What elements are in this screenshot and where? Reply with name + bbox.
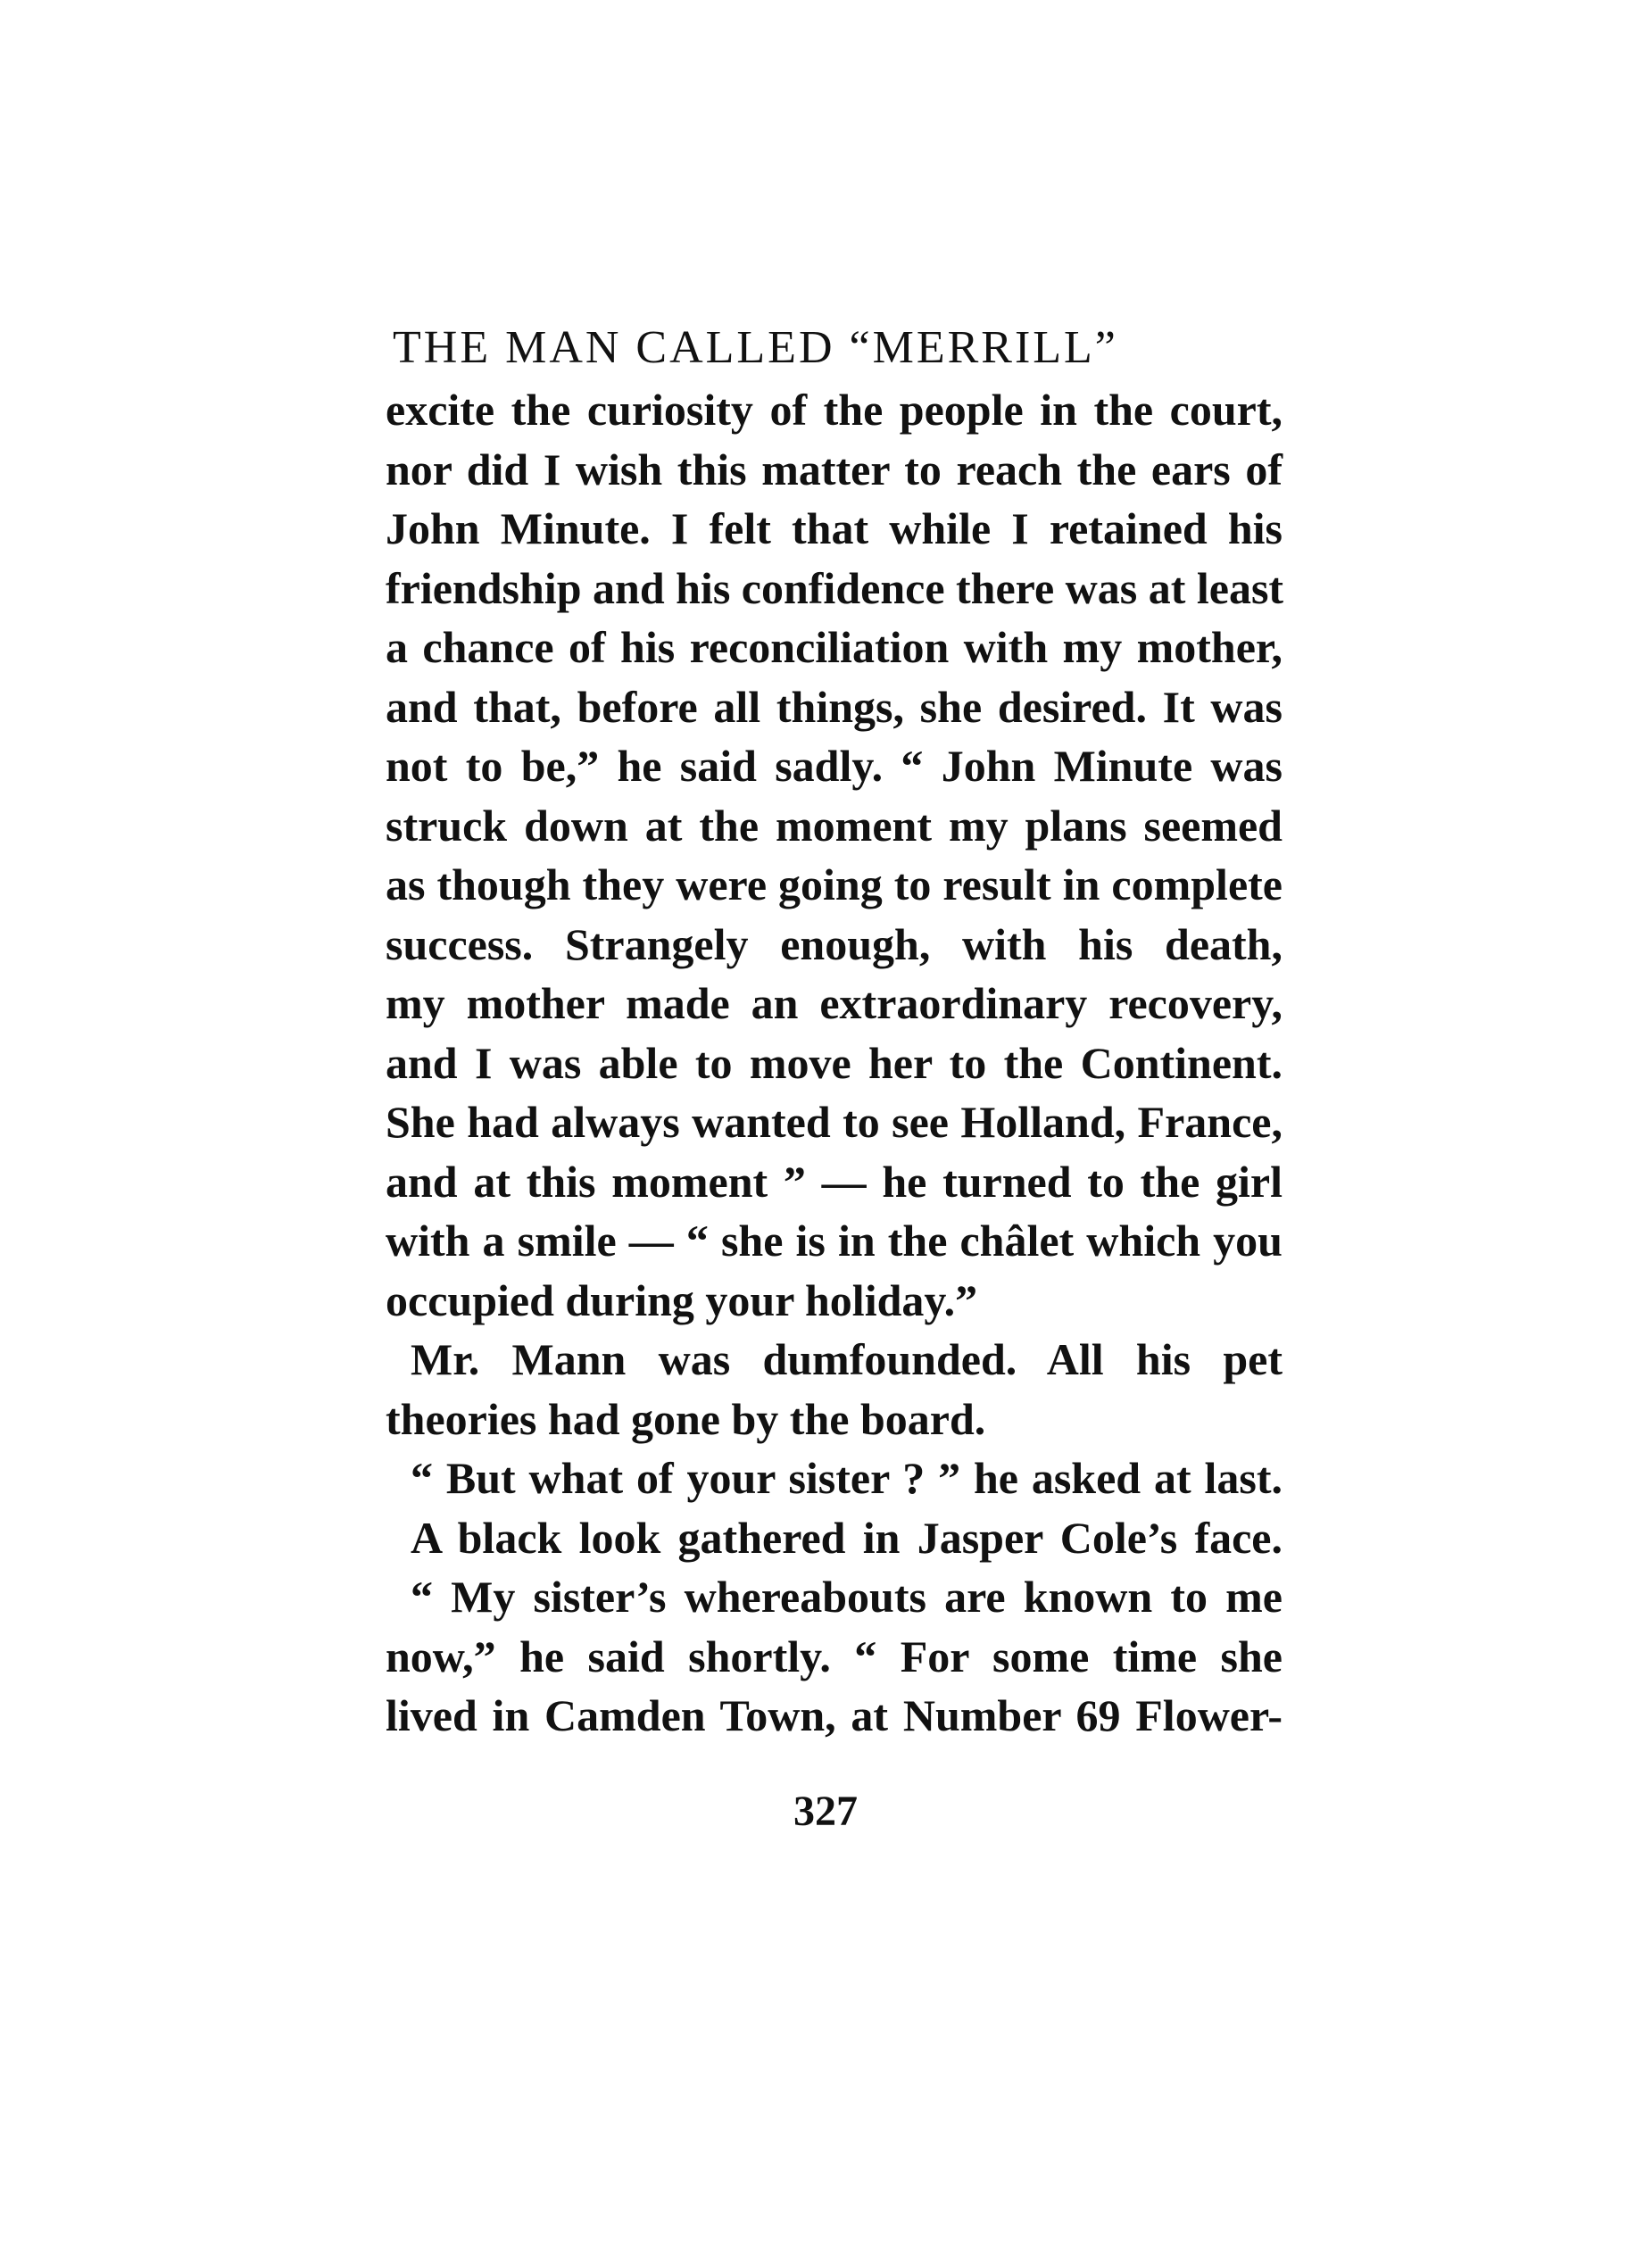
text-line: theories had gone by the board. (386, 1393, 986, 1444)
text-line: friendship and his confidence there was at least (386, 562, 1284, 613)
text-line: and I was able to move her to the Continent. (386, 1037, 1283, 1088)
text-line: and at this moment ” — he turned to the girl (386, 1156, 1283, 1207)
text-line: occupied during your holiday.” (386, 1274, 978, 1325)
text-line: John Minute. I felt that while I retained his (386, 503, 1283, 553)
text-line: “ My sister’s whereabouts are known to me (411, 1572, 1283, 1622)
text-line: struck down at the moment my plans seemed (386, 800, 1283, 851)
text-line: now,” he said shortly. “ For some time she (386, 1631, 1283, 1681)
text-line: lived in Camden Town, at Number 69 Flower- (386, 1690, 1283, 1740)
text-line: nor did I wish this matter to reach the ears of (386, 444, 1283, 494)
text-line: Mr. Mann was dumfounded. All his pet (411, 1334, 1283, 1384)
text-line: “ But what of your sister ? ” he asked at last. (411, 1453, 1283, 1503)
text-line: She had always wanted to see Holland, France, (386, 1097, 1283, 1147)
text-line: success. Strangely enough, with his death, (386, 918, 1283, 969)
running-head: THE MAN CALLED “MERRILL” (393, 322, 1118, 373)
body-text (386, 380, 1283, 1746)
text-line: with a smile — “ she is in the châlet which you (386, 1216, 1283, 1266)
text-line: and that, before all things, she desired. It was (386, 681, 1283, 732)
text-line: my mother made an extraordinary recovery, (386, 978, 1283, 1028)
text-line: excite the curiosity of the people in the court, (386, 385, 1283, 435)
text-line: a chance of his reconciliation with my mother, (386, 622, 1283, 672)
text-line: as though they were going to result in complete (386, 859, 1283, 909)
page-number: 327 (793, 1788, 858, 1835)
text-line: not to be,” he said sadly. “ John Minute was (386, 741, 1283, 791)
text-line: A black look gathered in Jasper Cole’s face. (411, 1512, 1283, 1563)
